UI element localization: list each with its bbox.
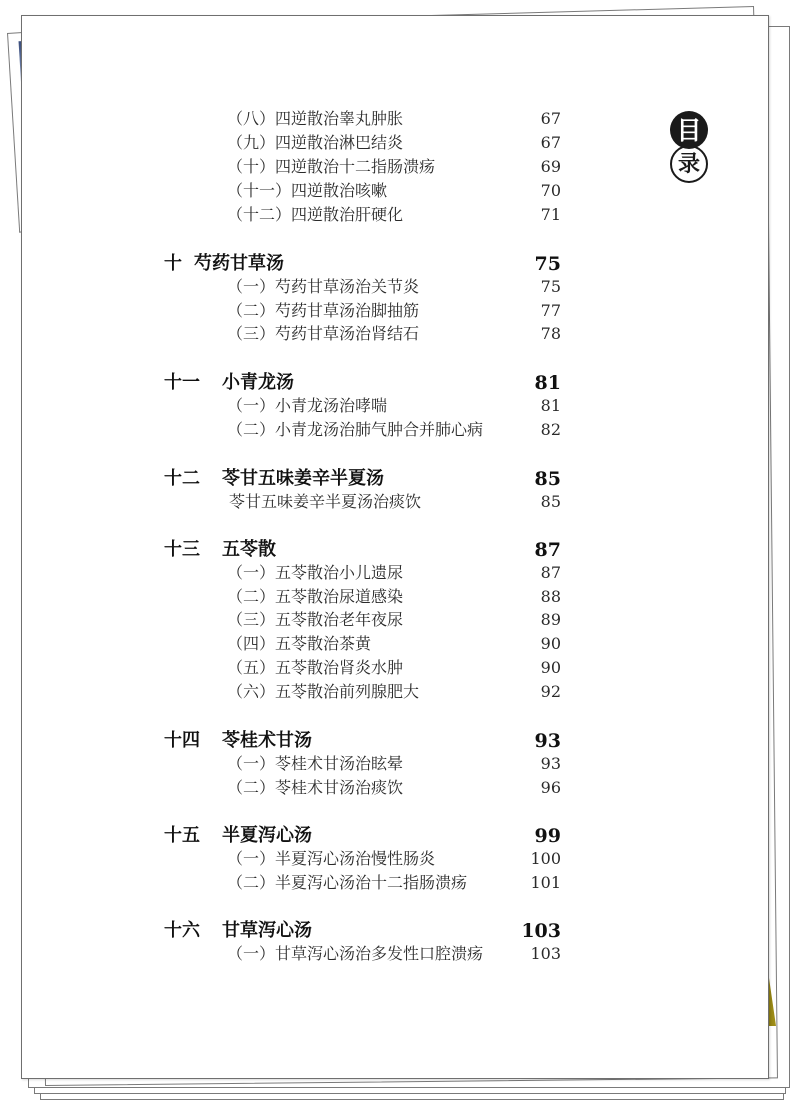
entry-title: （十二）四逆散治肝硬化 [227,205,404,224]
chapter-title: 五苓散 [222,539,276,560]
entry-page: 92 [540,682,561,701]
toc-entry[interactable] [227,776,561,800]
toc-entry[interactable] [227,680,561,704]
chapter-title: 甘草泻心汤 [222,920,312,941]
entry-title: （三）五苓散治老年夜尿 [227,610,404,629]
chapter-title: 芍药甘草汤 [194,253,284,274]
toc-entry[interactable] [227,155,561,179]
toc-entry[interactable] [227,752,561,776]
chapter-page: 75 [534,253,561,275]
chapter-number: 十六 [164,920,200,941]
entry-title: （十）四逆散治十二指肠溃疡 [227,157,436,176]
entry-page: 85 [540,492,561,511]
chapter-page: 85 [534,468,561,490]
entry-title: （一）苓桂术甘汤治眩晕 [227,754,404,773]
entry-title: （一）五苓散治小儿遗尿 [227,563,404,582]
entry-page: 96 [540,778,561,797]
chapter-page: 87 [534,539,561,561]
entry-page: 93 [540,754,561,773]
entry-page: 71 [540,205,561,224]
chapter-page: 81 [534,372,561,394]
entry-page: 88 [540,587,561,606]
toc-chapter-heading[interactable] [164,252,561,276]
entry-title: （一）半夏泻心汤治慢性肠炎 [227,849,436,868]
toc-chapter-heading[interactable] [164,824,561,848]
entry-title: （二）芍药甘草汤治脚抽筋 [227,301,420,320]
badge-bottom-char: 录 [677,151,700,177]
toc-entry[interactable] [227,942,561,966]
entry-title: （一）甘草泻心汤治多发性口腔溃疡 [227,944,484,963]
badge-mu-circle [670,111,708,149]
entry-title: （二）五苓散治尿道感染 [227,587,404,606]
entry-page: 69 [540,157,561,176]
toc-entry[interactable] [227,585,561,609]
chapter-page: 103 [521,920,561,942]
entry-page: 100 [530,849,561,868]
chapter-page: 99 [534,825,561,847]
toc-entry[interactable] [227,418,561,442]
badge-top-char: 目 [676,115,702,145]
toc-entry[interactable] [227,847,561,871]
entry-page: 78 [540,324,561,343]
chapter-number: 十三 [164,539,200,560]
chapter-number: 十 [164,253,182,274]
toc-entry[interactable] [227,656,561,680]
entry-title: （五）五苓散治肾炎水肿 [227,658,404,677]
entry-title: （四）五苓散治茶黄 [227,634,372,653]
toc-entry[interactable] [227,632,561,656]
entry-title: （九）四逆散治淋巴结炎 [227,133,404,152]
chapter-number: 十四 [164,730,200,751]
toc-chapter-heading[interactable] [164,729,561,753]
entry-title: （二）小青龙汤治肺气肿合并肺心病 [227,420,484,439]
badge-lu-circle [670,145,708,183]
toc-chapter-heading[interactable] [164,919,561,943]
toc-entry[interactable] [227,203,561,227]
chapter-title: 小青龙汤 [222,372,294,393]
entry-page: 67 [540,109,561,128]
entry-title: 苓甘五味姜辛半夏汤治痰饮 [229,492,422,511]
chapter-number: 十一 [164,372,200,393]
toc-entry[interactable] [227,275,561,299]
entry-title: （十一）四逆散治咳嗽 [227,181,388,200]
chapter-title: 半夏泻心汤 [222,825,312,846]
toc-chapter-heading[interactable] [164,371,561,395]
toc-entry[interactable] [227,608,561,632]
entry-page: 87 [540,563,561,582]
toc-chapter-heading[interactable] [164,467,561,491]
toc-entry[interactable] [227,322,561,346]
entry-title: （二）半夏泻心汤治十二指肠溃疡 [227,873,468,892]
entry-page: 103 [530,944,561,963]
entry-page: 75 [540,277,561,296]
entry-page: 90 [540,658,561,677]
toc-entry[interactable] [227,394,561,418]
toc-entry[interactable] [227,871,561,895]
toc-entry[interactable] [227,107,561,131]
entry-page: 90 [540,634,561,653]
entry-title: （一）芍药甘草汤治关节炎 [227,277,420,296]
entry-title: （三）芍药甘草汤治肾结石 [227,324,420,343]
toc-badge [670,111,712,185]
toc-chapter-heading[interactable] [164,538,561,562]
entry-page: 77 [540,301,561,320]
entry-page: 82 [540,420,561,439]
chapter-title: 苓甘五味姜辛半夏汤 [222,468,384,489]
entry-title: （二）苓桂术甘汤治痰饮 [227,778,404,797]
toc-entry[interactable] [227,131,561,155]
toc-entry[interactable] [227,490,561,514]
chapter-number: 十二 [164,468,200,489]
entry-page: 89 [540,610,561,629]
toc-entry[interactable] [227,299,561,323]
entry-title: （八）四逆散治睾丸肿胀 [227,109,404,128]
chapter-page: 93 [534,730,561,752]
entry-page: 67 [540,133,561,152]
chapter-title: 苓桂术甘汤 [222,730,312,751]
toc-entry[interactable] [227,561,561,585]
entry-title: （六）五苓散治前列腺肥大 [227,682,420,701]
entry-page: 81 [540,396,561,415]
entry-page: 101 [530,873,561,892]
toc-entry[interactable] [227,179,561,203]
entry-title: （一）小青龙汤治哮喘 [227,396,388,415]
chapter-number: 十五 [164,825,200,846]
entry-page: 70 [540,181,561,200]
